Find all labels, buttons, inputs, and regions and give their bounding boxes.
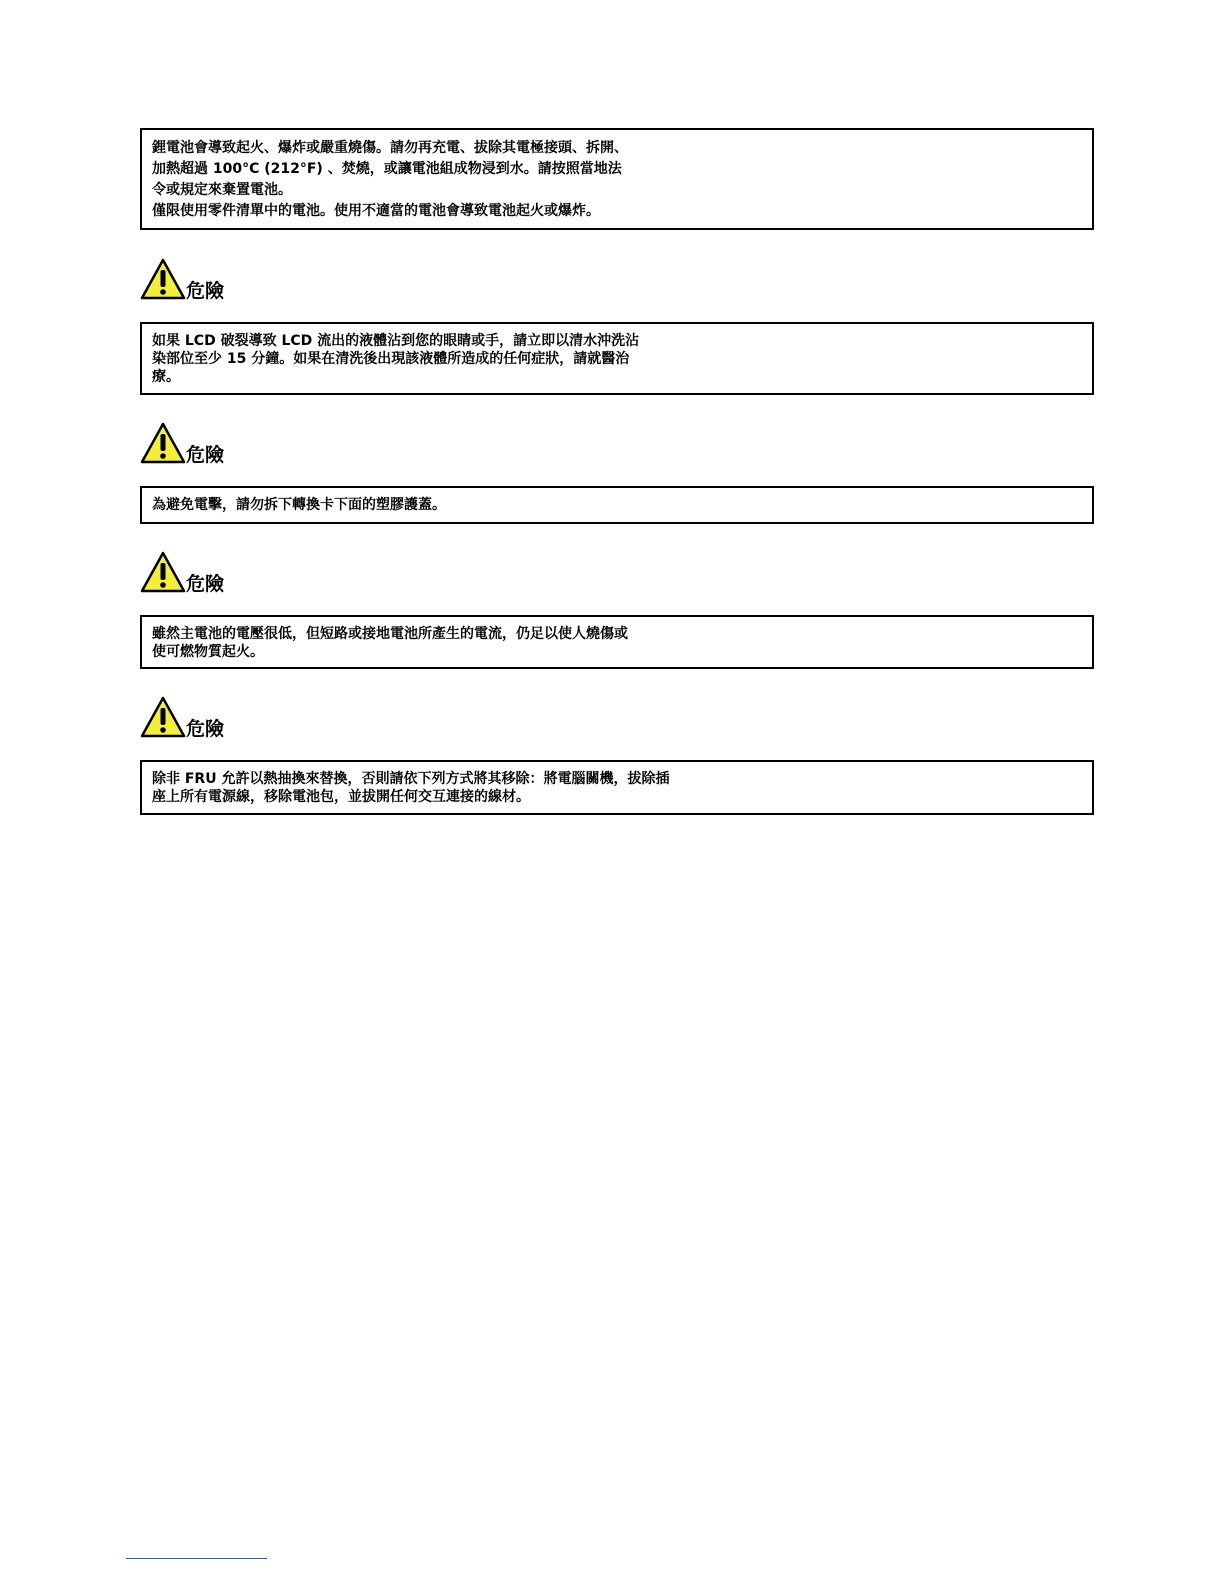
warning-triangle-icon xyxy=(140,696,186,738)
notice-line: 使可燃物質起火。 xyxy=(152,644,264,660)
notice-box-main-battery xyxy=(140,615,1094,669)
notice-line: 雖然主電池的電壓很低，但短路或接地電池所產生的電流，仍足以使人燒傷或 xyxy=(152,626,628,642)
warning-triangle-icon xyxy=(140,422,186,464)
danger-label: 危險 xyxy=(186,280,225,302)
notice-line: 療。 xyxy=(152,369,180,385)
notice-line: 為避免電擊，請勿拆下轉換卡下面的塑膠護蓋。 xyxy=(152,497,446,513)
danger-label: 危險 xyxy=(186,573,225,595)
notice-line: 加熱超過 100°C (212°F) 、焚燒，或讓電池組成物浸到水。請按照當地法 xyxy=(152,161,622,177)
danger-heading xyxy=(140,690,224,738)
notice-line: 鋰電池會導致起火、爆炸或嚴重燒傷。請勿再充電、拔除其電極接頭、拆開、 xyxy=(152,140,628,156)
danger-heading xyxy=(140,416,224,464)
notice-line: 染部位至少 15 分鐘。如果在清洗後出現該液體所造成的任何症狀，請就醫治 xyxy=(152,351,630,367)
danger-heading xyxy=(140,545,224,593)
notice-box-shock xyxy=(140,486,1094,524)
notice-box-lcd xyxy=(140,322,1094,395)
notice-box-battery xyxy=(140,128,1094,230)
notice-line: 如果 LCD 破裂導致 LCD 流出的液體沾到您的眼睛或手，請立即以清水沖洗沾 xyxy=(152,333,640,349)
notice-box-fru xyxy=(140,760,1094,815)
notice-line: 除非 FRU 允許以熱抽換來替換，否則請依下列方式將其移除：將電腦關機，拔除插 xyxy=(152,771,670,787)
danger-label: 危險 xyxy=(186,444,225,466)
danger-heading xyxy=(140,252,224,300)
notice-line: 令或規定來棄置電池。 xyxy=(152,182,292,198)
notice-line: 座上所有電源線，移除電池包，並拔開任何交互連接的線材。 xyxy=(152,789,530,805)
danger-label: 危險 xyxy=(186,718,225,740)
footer-rule xyxy=(126,1558,267,1559)
warning-triangle-icon xyxy=(140,551,186,593)
warning-triangle-icon xyxy=(140,258,186,300)
notice-line: 僅限使用零件清單中的電池。使用不適當的電池會導致電池起火或爆炸。 xyxy=(152,203,600,219)
